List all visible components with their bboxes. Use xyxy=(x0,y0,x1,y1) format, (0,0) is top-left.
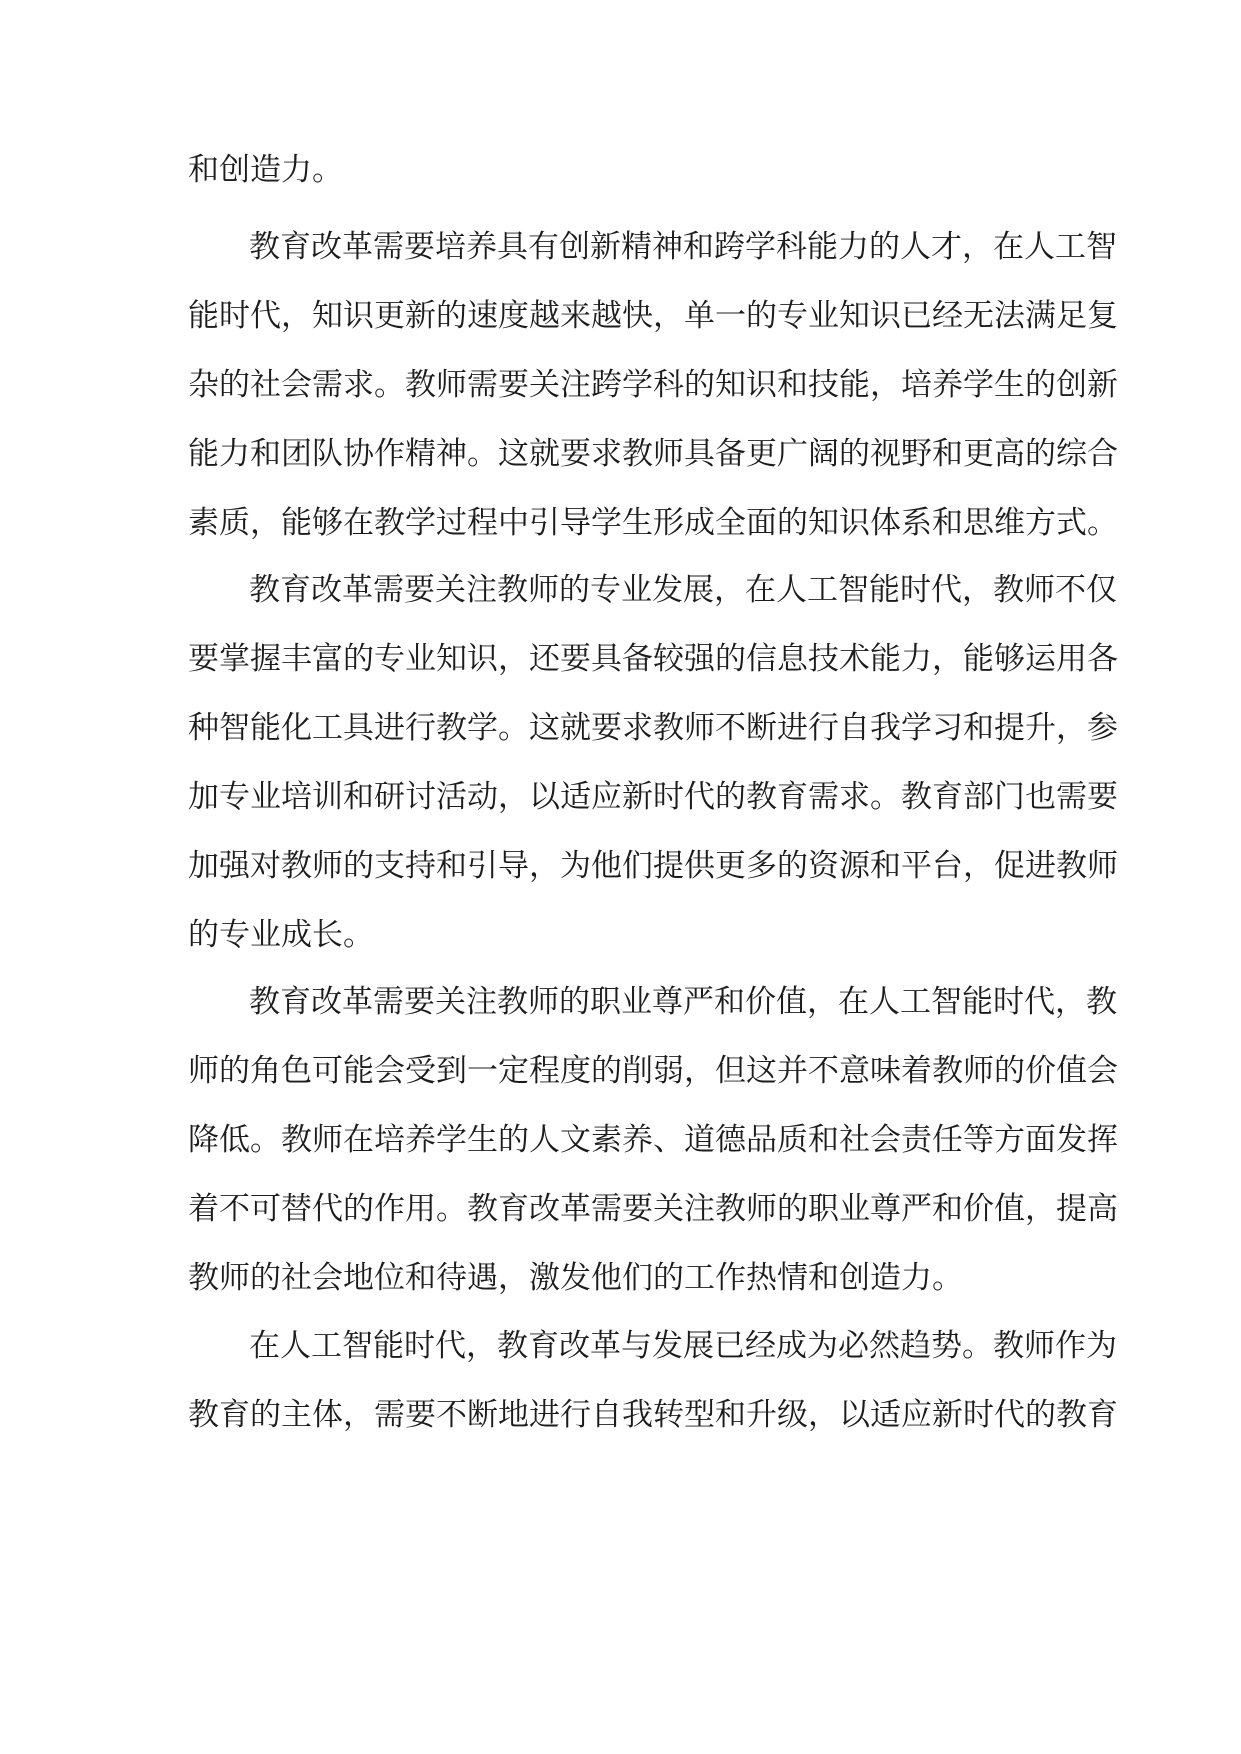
text-line: 教师的社会地位和待遇，激发他们的工作热情和创造力。 xyxy=(188,1260,963,1296)
paragraph-first-line: 教育改革需要关注教师的专业发展，在人工智能时代，教师不仅 xyxy=(249,572,1117,608)
paragraph-first-line: 教育改革需要培养具有创新精神和跨学科能力的人才，在人工智 xyxy=(249,229,1117,265)
text-line: 种智能化工具进行教学。这就要求教师不断进行自我学习和提升，参 xyxy=(188,710,1118,746)
text-line: 降低。教师在培养学生的人文素养、道德品质和社会责任等方面发挥 xyxy=(188,1122,1118,1158)
text-line: 杂的社会需求。教师需要关注跨学科的知识和技能，培养学生的创新 xyxy=(188,367,1118,403)
text-line: 师的角色可能会受到一定程度的削弱，但这并不意味着教师的价值会 xyxy=(188,1053,1118,1089)
text-line: 和创造力。 xyxy=(188,152,343,188)
text-line: 素质，能够在教学过程中引导学生形成全面的知识体系和思维方式。 xyxy=(188,505,1118,541)
text-line: 能力和团队协作精神。这就要求教师具备更广阔的视野和更高的综合 xyxy=(188,436,1118,472)
text-line: 加专业培训和研讨活动，以适应新时代的教育需求。教育部门也需要 xyxy=(188,779,1118,815)
text-line: 的专业成长。 xyxy=(188,917,374,953)
paragraph-first-line: 教育改革需要关注教师的职业尊严和价值，在人工智能时代，教 xyxy=(249,984,1117,1020)
paragraph-first-line: 在人工智能时代，教育改革与发展已经成为必然趋势。教师作为 xyxy=(249,1328,1117,1364)
text-line: 加强对教师的支持和引导，为他们提供更多的资源和平台，促进教师 xyxy=(188,848,1118,884)
text-line: 着不可替代的作用。教育改革需要关注教师的职业尊严和价值，提高 xyxy=(188,1191,1118,1227)
text-line: 教育的主体，需要不断地进行自我转型和升级，以适应新时代的教育 xyxy=(188,1397,1118,1433)
text-line: 能时代，知识更新的速度越来越快，单一的专业知识已经无法满足复 xyxy=(188,298,1118,334)
text-line: 要掌握丰富的专业知识，还要具备较强的信息技术能力，能够运用各 xyxy=(188,641,1118,677)
